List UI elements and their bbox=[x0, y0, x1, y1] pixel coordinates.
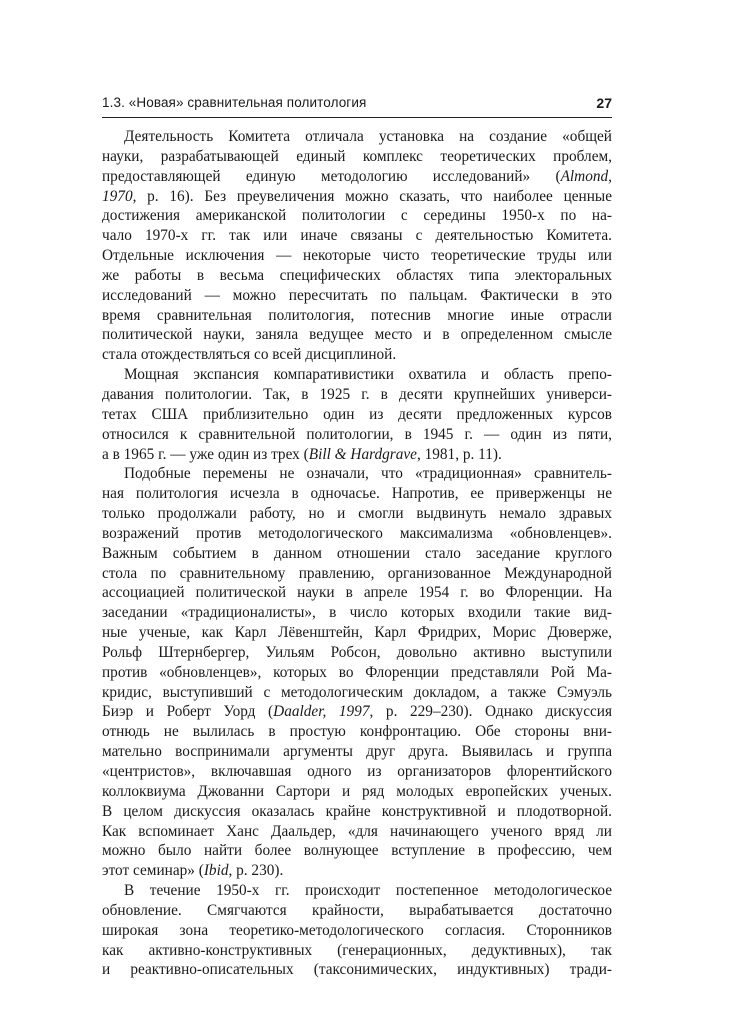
text-run: ассоциацией политической науки в апреле 1954 г. во Флоренции. На bbox=[102, 584, 612, 602]
text-line bbox=[102, 226, 612, 246]
text-run: Деятельность Комитета отличала установка на создание «общей bbox=[124, 128, 612, 145]
text-line bbox=[102, 564, 612, 584]
text-line bbox=[102, 822, 612, 842]
text-line bbox=[102, 306, 612, 326]
text-run: можно было найти более волнующее вступление в профессию, чем bbox=[102, 842, 612, 860]
text-line bbox=[102, 484, 612, 504]
text-run: время сравнительная политология, потеснив многие иные отрасли bbox=[102, 306, 612, 324]
citation-italic: Bill & Hardgrave bbox=[308, 445, 417, 463]
text-line bbox=[102, 881, 612, 901]
text-line bbox=[102, 445, 612, 465]
text-run: предоставляющей единую методологию исследований» ( bbox=[102, 167, 561, 185]
text-run: кридис, выступивший с методологическим докладом, а также Сэмуэль bbox=[102, 683, 612, 701]
text-run: Подобные перемены не означали, что «традиционная» сравнитель- bbox=[124, 465, 612, 483]
text-run: ная политология исчезла в одночасье. Напротив, ее приверженцы не bbox=[102, 485, 612, 503]
text-run: тетах США приблизительно один из десяти предложенных курсов bbox=[102, 405, 612, 423]
text-line bbox=[102, 921, 612, 941]
text-run: Как вспоминает Ханс Даальдер, «для начинающего ученого вряд ли bbox=[102, 822, 612, 840]
text-run: В течение 1950-х гг. происходит постепенное методологическое bbox=[124, 882, 612, 900]
text-line bbox=[102, 246, 612, 266]
text-line bbox=[102, 325, 612, 345]
text-run: В целом дискуссия оказалась крайне конструктивной и плодотворной. bbox=[102, 802, 612, 820]
text-line bbox=[102, 544, 612, 564]
text-run: стола по сравнительному правлению, организованное Международной bbox=[102, 564, 612, 582]
text-run: против «обновленцев», которых во Флоренции представляли Рой Ма- bbox=[102, 663, 612, 681]
text-line bbox=[102, 722, 612, 742]
text-run: достижения американской политологии с середины 1950-х по на- bbox=[102, 207, 612, 225]
text-line bbox=[102, 425, 612, 445]
text-line bbox=[102, 841, 612, 861]
text-run: Мощная экспансия компаративистики охватила и область препо- bbox=[124, 366, 612, 384]
text-run: Важным событием в данном отношении стало заседание круглого bbox=[102, 544, 612, 562]
text-run: Рольф Штернбергер, Уильям Робсон, довольно активно выступили bbox=[102, 643, 612, 661]
text-line bbox=[102, 583, 612, 603]
text-line bbox=[102, 524, 612, 544]
text-run: , р. 229–230). Однако дискуссия bbox=[369, 703, 612, 721]
text-line bbox=[102, 206, 612, 226]
text-line bbox=[102, 345, 612, 365]
text-run: «центристов», включавшая одного из организаторов флорентийского bbox=[102, 763, 612, 780]
text-line bbox=[102, 365, 612, 385]
section-title: 1.3. «Новая» сравнительная политология bbox=[102, 95, 367, 110]
text-run: же работы в весьма специфических областях типа электоральных bbox=[102, 266, 612, 284]
paragraph bbox=[102, 365, 612, 464]
text-line bbox=[102, 147, 612, 167]
text-run: широкая зона теоретико-методологического согласия. Сторонников bbox=[102, 921, 612, 939]
text-run: Отдельные исключения — некоторые чисто теоретические труды или bbox=[102, 247, 612, 265]
text-line bbox=[102, 405, 612, 425]
text-line bbox=[102, 286, 612, 306]
citation-italic: Ibid bbox=[203, 862, 229, 880]
citation-italic: 1970 bbox=[102, 187, 133, 205]
text-run: а в 1965 г. — уже один из трех ( bbox=[102, 445, 309, 463]
text-line bbox=[102, 960, 612, 980]
text-line bbox=[102, 901, 612, 921]
text-line bbox=[102, 167, 612, 187]
text-run: политической науки, заняла ведущее место и в определенном смысле bbox=[102, 326, 612, 344]
body-text bbox=[102, 127, 612, 980]
header-rule bbox=[102, 117, 612, 118]
text-run: мательно воспринимали аргументы друг друга. Выявилась и группа bbox=[102, 743, 612, 761]
text-line bbox=[102, 266, 612, 286]
text-run: давания политологии. Так, в 1925 г. в десяти крупнейших универси- bbox=[102, 385, 612, 403]
text-run: , р. 16). Без преувеличения можно сказать, что наиболее ценные bbox=[132, 187, 612, 205]
text-run: исследований — можно пересчитать по пальцам. Фактически в это bbox=[102, 286, 612, 304]
paragraph bbox=[102, 881, 612, 980]
citation-italic: Daalder, 1997 bbox=[273, 703, 370, 721]
text-line bbox=[102, 861, 612, 881]
text-line bbox=[102, 782, 612, 802]
text-run: и реактивно-описательных (таксонимических, индуктивных) тради- bbox=[102, 961, 612, 979]
text-run: чало 1970-х гг. так или иначе связаны с деятельностью Комитета. bbox=[102, 227, 612, 245]
text-run: отнюдь не вылилась в простую конфронтацию. Обе стороны вни- bbox=[102, 723, 612, 741]
text-run: науки, разрабатывающей единый комплекс теоретических проблем, bbox=[102, 147, 612, 165]
citation-italic: Almond, bbox=[560, 167, 612, 185]
text-line bbox=[102, 603, 612, 623]
paragraph bbox=[102, 127, 612, 365]
text-line bbox=[102, 504, 612, 524]
text-line bbox=[102, 127, 612, 147]
running-header bbox=[102, 92, 612, 114]
text-run: ные ученые, как Карл Лёвенштейн, Карл Фридрих, Морис Дюверже, bbox=[102, 624, 612, 642]
text-run: возражений против методологического максимализма «обновленцев». bbox=[102, 524, 612, 542]
text-line bbox=[102, 187, 612, 207]
text-run: как активно-конструктивных (генерационных, дедуктивных), так bbox=[102, 941, 612, 959]
text-run: обновление. Смягчаются крайности, вырабатывается достаточно bbox=[102, 901, 612, 919]
text-run: , р. 230). bbox=[228, 862, 284, 880]
paragraph bbox=[102, 464, 612, 881]
text-line bbox=[102, 663, 612, 683]
text-line bbox=[102, 643, 612, 663]
text-line bbox=[102, 464, 612, 484]
text-line bbox=[102, 623, 612, 643]
text-line bbox=[102, 941, 612, 961]
text-run: стала отождествляться со всей дисциплиной. bbox=[102, 346, 397, 364]
text-run: этот семинар» ( bbox=[102, 862, 204, 880]
text-line bbox=[102, 683, 612, 703]
text-run: коллоквиума Джованни Сартори и ряд молодых европейских ученых. bbox=[102, 782, 612, 800]
page-number: 27 bbox=[596, 95, 612, 111]
text-line bbox=[102, 702, 612, 722]
text-run: Биэр и Роберт Уорд ( bbox=[102, 703, 274, 721]
text-run: , 1981, р. 11). bbox=[416, 445, 502, 463]
text-run: заседании «традиционалисты», в число которых входили такие вид- bbox=[102, 604, 612, 622]
text-line bbox=[102, 802, 612, 822]
text-line bbox=[102, 385, 612, 405]
text-run: только продолжали работу, но и смогли выдвинуть немало здравых bbox=[102, 505, 612, 523]
text-line bbox=[102, 742, 612, 762]
text-run: относился к сравнительной политологии, в 1945 г. — один из пяти, bbox=[102, 425, 612, 443]
text-line bbox=[102, 762, 612, 782]
